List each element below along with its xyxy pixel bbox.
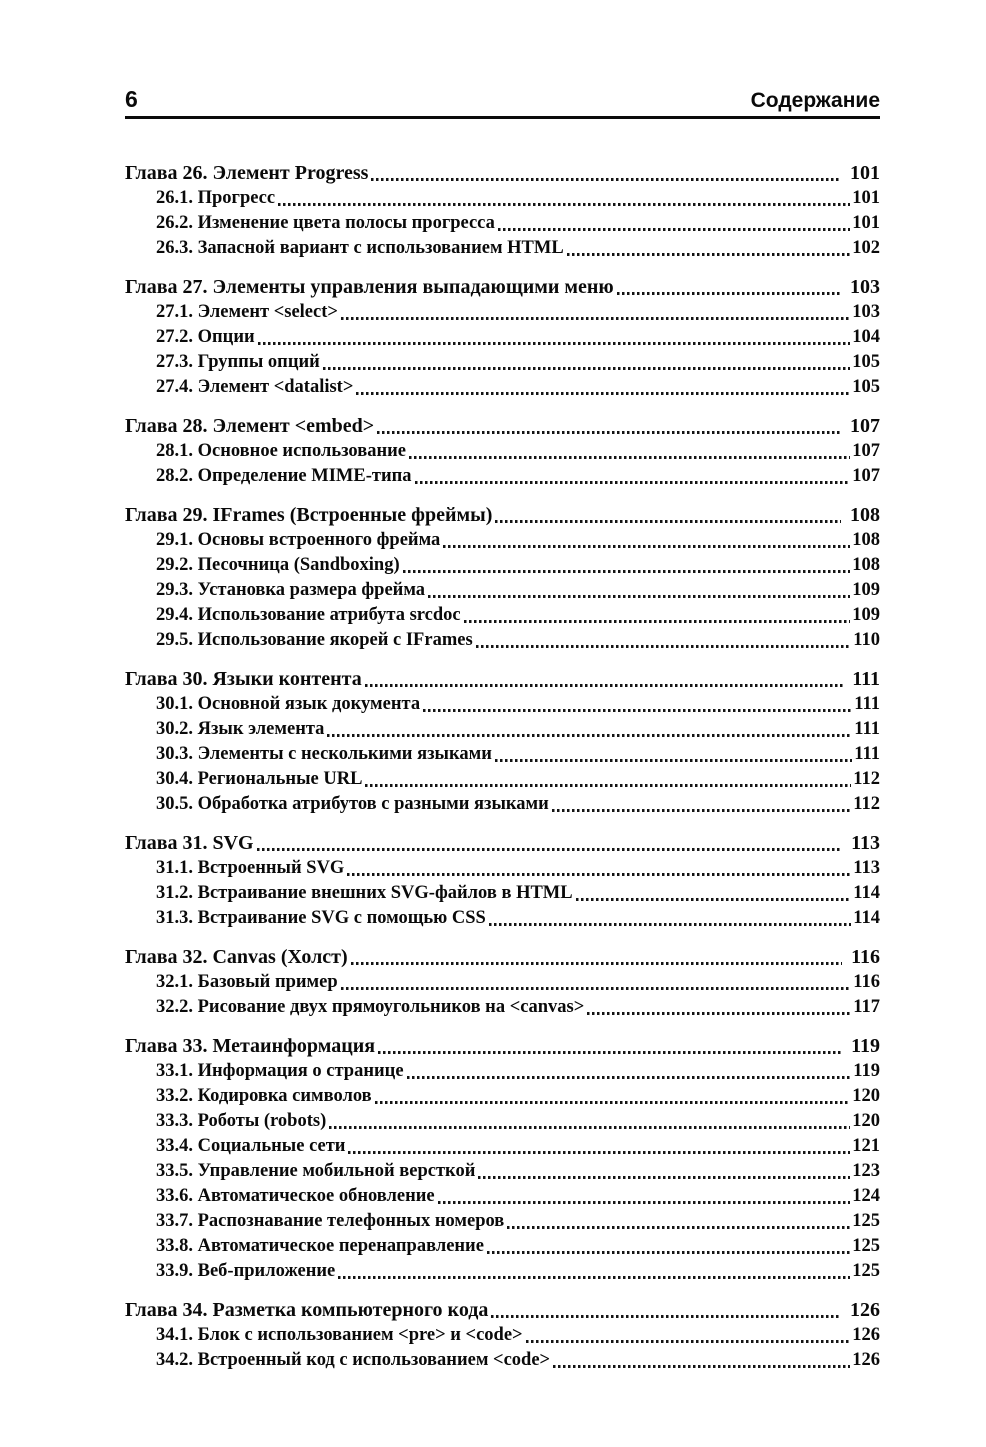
toc-entry-page: 121	[852, 1136, 880, 1156]
toc-section-row	[125, 553, 880, 578]
toc-entry-page: 107	[852, 441, 880, 461]
toc-entry-page: 124	[852, 1186, 880, 1206]
toc-entry-page: 108	[852, 555, 880, 575]
dot-leader	[491, 1315, 841, 1318]
toc-entry-page: 114	[853, 883, 880, 903]
toc-entry-page: 107	[850, 415, 880, 437]
toc-section-row	[125, 856, 880, 881]
toc-section-row	[125, 1348, 880, 1373]
dot-leader	[423, 709, 852, 712]
dot-leader	[407, 1076, 852, 1079]
toc-entry-page: 116	[851, 946, 880, 968]
toc-section-row	[125, 464, 880, 489]
toc-entry-page: 114	[853, 908, 880, 928]
dot-leader	[356, 392, 850, 395]
toc-section-row	[125, 578, 880, 603]
toc-section-row	[125, 1109, 880, 1134]
toc-entry-page: 111	[854, 719, 880, 739]
toc-chapter-row	[125, 945, 880, 970]
toc-section-row	[125, 236, 880, 261]
toc-entry-title: 32.2. Рисование двух прямоугольников на <canvas>	[156, 997, 585, 1017]
dot-leader	[495, 759, 852, 762]
toc-entry-page: 111	[852, 668, 880, 690]
toc-entry-title: 28.2. Определение MIME-типа	[156, 466, 412, 486]
toc-entry-page: 125	[852, 1211, 880, 1231]
toc-entry-page: 109	[852, 580, 880, 600]
toc-entry-title: 33.9. Веб-приложение	[156, 1261, 336, 1281]
dot-leader	[587, 1012, 851, 1015]
toc-entry-page: 102	[852, 238, 880, 258]
toc-section-row	[125, 792, 880, 817]
toc-entry-page: 111	[854, 694, 880, 714]
toc-entry-page: 113	[853, 858, 880, 878]
toc-entry-title: 29.4. Использование атрибута srcdoc	[156, 605, 461, 625]
toc-entry-page: 108	[852, 530, 880, 550]
toc-entry-page: 120	[852, 1111, 880, 1131]
toc-entry-page: 116	[853, 972, 880, 992]
toc-entry-title: 27.1. Элемент <select>	[156, 302, 338, 322]
toc-section-row	[125, 1323, 880, 1348]
toc-entry-title: Глава 28. Элемент <embed>	[125, 415, 375, 437]
toc-section-row	[125, 995, 880, 1020]
dot-leader	[257, 848, 842, 851]
dot-leader	[341, 987, 852, 990]
toc-section-row	[125, 1184, 880, 1209]
toc-chapter-row	[125, 161, 880, 186]
dot-leader	[348, 1151, 850, 1154]
dot-leader	[617, 292, 841, 295]
dot-leader	[552, 809, 851, 812]
toc-entry-title: 33.3. Роботы (robots)	[156, 1111, 327, 1131]
toc-section-row	[125, 1209, 880, 1234]
toc-entry-title: 29.3. Установка размера фрейма	[156, 580, 426, 600]
toc-entry-title: 33.7. Распознавание телефонных номеров	[156, 1211, 505, 1231]
dot-leader	[507, 1226, 850, 1229]
dot-leader	[553, 1365, 850, 1368]
dot-leader	[327, 734, 852, 737]
toc-chapter-row	[125, 275, 880, 300]
toc-entry-page: 117	[853, 997, 880, 1017]
dot-leader	[338, 1276, 850, 1279]
toc-entry-page: 113	[851, 832, 880, 854]
toc-entry-title: 31.1. Встроенный SVG	[156, 858, 345, 878]
dot-leader	[371, 178, 841, 181]
toc-entry-page: 103	[850, 276, 880, 298]
dot-leader	[428, 595, 850, 598]
toc-entry-title: 31.3. Встраивание SVG с помощью CSS	[156, 908, 486, 928]
toc-entry-title: 32.1. Базовый пример	[156, 972, 338, 992]
dot-leader	[278, 203, 850, 206]
toc-section-row	[125, 1159, 880, 1184]
dot-leader	[495, 520, 841, 523]
toc-chapter-row	[125, 667, 880, 692]
toc-entry-title: 31.2. Встраивание внешних SVG-файлов в HTML	[156, 883, 573, 903]
toc-entry-page: 119	[853, 1061, 880, 1081]
toc-entry-title: 30.4. Региональные URL	[156, 769, 363, 789]
toc-entry-title: 33.5. Управление мобильной версткой	[156, 1161, 476, 1181]
dot-leader	[438, 1201, 851, 1204]
toc-entry-title: 28.1. Основное использование	[156, 441, 406, 461]
toc-entry-page: 126	[850, 1299, 880, 1321]
toc-entry-title: 34.2. Встроенный код с использованием <code>	[156, 1350, 551, 1370]
toc-chapter-row	[125, 831, 880, 856]
toc-section-row	[125, 211, 880, 236]
toc-section-row	[125, 1134, 880, 1159]
toc-section-row	[125, 906, 880, 931]
toc-section-row	[125, 375, 880, 400]
toc-entry-title: 26.1. Прогресс	[156, 188, 276, 208]
toc-entry-title: 30.2. Язык элемента	[156, 719, 325, 739]
toc-entry-page: 109	[852, 605, 880, 625]
toc-entry-title: Глава 34. Разметка компьютерного кода	[125, 1299, 489, 1321]
toc-section-row	[125, 1259, 880, 1284]
dot-leader	[443, 545, 850, 548]
toc-chapter-row	[125, 1298, 880, 1323]
toc-section-row	[125, 528, 880, 553]
dot-leader	[409, 456, 850, 459]
dot-leader	[476, 645, 852, 648]
toc-entry-page: 123	[852, 1161, 880, 1181]
toc-entry-title: Глава 33. Метаинформация	[125, 1035, 376, 1057]
dot-leader	[478, 1176, 850, 1179]
dot-leader	[403, 570, 851, 573]
toc-entry-title: 26.2. Изменение цвета полосы прогресса	[156, 213, 495, 233]
toc-entry-title: Глава 30. Языки контента	[125, 668, 362, 690]
toc-entry-page: 110	[853, 630, 880, 650]
dot-leader	[341, 317, 850, 320]
toc-entry-title: 30.1. Основной язык документа	[156, 694, 421, 714]
toc-entry-title: 27.2. Опции	[156, 327, 255, 347]
toc-entry-title: 34.1. Блок с использованием <pre> и <code>	[156, 1325, 523, 1345]
dot-leader	[351, 962, 842, 965]
toc-section-row	[125, 881, 880, 906]
toc-entry-page: 101	[852, 213, 880, 233]
dot-leader	[415, 481, 851, 484]
toc-entry-page: 101	[852, 188, 880, 208]
toc-entry-page: 105	[852, 377, 880, 397]
toc-list	[125, 161, 880, 1373]
dot-leader	[526, 1340, 851, 1343]
dot-leader	[487, 1251, 850, 1254]
toc-entry-page: 108	[850, 504, 880, 526]
toc-entry-page: 101	[850, 162, 880, 184]
toc-entry-title: 33.4. Социальные сети	[156, 1136, 346, 1156]
toc-entry-title: Глава 29. IFrames (Встроенные фреймы)	[125, 504, 493, 526]
toc-section-row	[125, 1059, 880, 1084]
toc-entry-page: 112	[853, 794, 880, 814]
toc-section-row	[125, 300, 880, 325]
toc-entry-title: 33.2. Кодировка символов	[156, 1086, 372, 1106]
toc-entry-page: 103	[852, 302, 880, 322]
toc-entry-page: 104	[852, 327, 880, 347]
dot-leader	[576, 898, 852, 901]
toc-entry-page: 125	[852, 1261, 880, 1281]
dot-leader	[347, 873, 851, 876]
toc-section-row	[125, 742, 880, 767]
toc-entry-title: 29.5. Использование якорей с IFrames	[156, 630, 473, 650]
toc-section-row	[125, 717, 880, 742]
toc-section-row	[125, 186, 880, 211]
toc-entry-title: 26.3. Запасной вариант с использованием HTML	[156, 238, 564, 258]
toc-section-row	[125, 603, 880, 628]
dot-leader	[378, 1051, 842, 1054]
dot-leader	[489, 923, 851, 926]
toc-section-row	[125, 325, 880, 350]
toc-entry-page: 119	[851, 1035, 880, 1057]
dot-leader	[329, 1126, 850, 1129]
dot-leader	[365, 684, 843, 687]
toc-entry-page: 111	[854, 744, 880, 764]
toc-section-row	[125, 767, 880, 792]
toc-entry-title: 27.4. Элемент <datalist>	[156, 377, 354, 397]
toc-entry-title: 29.1. Основы встроенного фрейма	[156, 530, 441, 550]
toc-chapter-row	[125, 414, 880, 439]
toc-section-row	[125, 439, 880, 464]
running-head	[125, 88, 880, 119]
toc-section-row	[125, 350, 880, 375]
toc-entry-title: 33.1. Информация о странице	[156, 1061, 404, 1081]
dot-leader	[375, 1101, 851, 1104]
toc-entry-page: 107	[852, 466, 880, 486]
toc-entry-page: 112	[853, 769, 880, 789]
toc-entry-title: 29.2. Песочница (Sandboxing)	[156, 555, 400, 575]
toc-section-row	[125, 1084, 880, 1109]
page-content	[125, 88, 880, 1373]
toc-entry-title: 27.3. Группы опций	[156, 352, 320, 372]
toc-chapter-row	[125, 503, 880, 528]
toc-entry-title: 30.3. Элементы с несколькими языками	[156, 744, 492, 764]
toc-section-row	[125, 692, 880, 717]
toc-entry-title: 33.8. Автоматическое перенаправление	[156, 1236, 484, 1256]
running-head-title: Содержание	[750, 89, 880, 112]
toc-section-row	[125, 628, 880, 653]
dot-leader	[464, 620, 851, 623]
dot-leader	[498, 228, 850, 231]
dot-leader	[323, 367, 850, 370]
toc-entry-title: Глава 32. Canvas (Холст)	[125, 946, 348, 968]
toc-entry-page: 126	[852, 1325, 880, 1345]
toc-entry-title: Глава 31. SVG	[125, 832, 254, 854]
toc-section-row	[125, 1234, 880, 1259]
toc-entry-page: 126	[852, 1350, 880, 1370]
dot-leader	[567, 253, 851, 256]
page-number: 6	[125, 86, 138, 112]
toc-entry-page: 105	[852, 352, 880, 372]
toc-entry-title: Глава 27. Элементы управления выпадающими меню	[125, 276, 614, 298]
toc-entry-title: 33.6. Автоматическое обновление	[156, 1186, 435, 1206]
dot-leader	[377, 431, 841, 434]
dot-leader	[258, 342, 851, 345]
dot-leader	[365, 784, 851, 787]
toc-entry-title: Глава 26. Элемент Progress	[125, 162, 369, 184]
toc-entry-page: 125	[852, 1236, 880, 1256]
toc-section-row	[125, 970, 880, 995]
toc-entry-page: 120	[852, 1086, 880, 1106]
toc-chapter-row	[125, 1034, 880, 1059]
toc-entry-title: 30.5. Обработка атрибутов с разными языками	[156, 794, 549, 814]
